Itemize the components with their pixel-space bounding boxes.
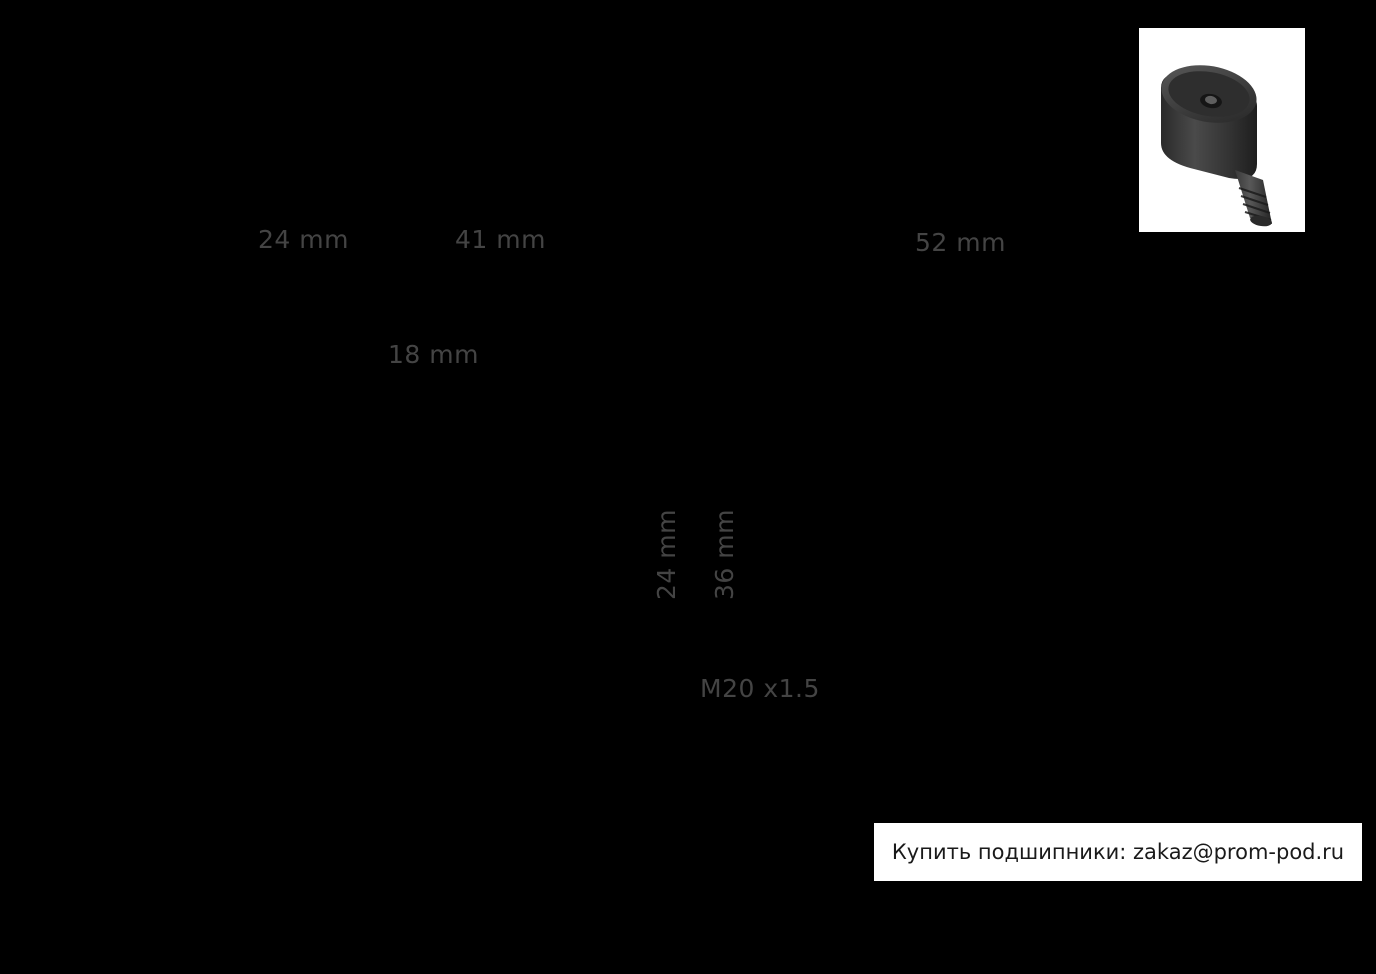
dimension-label-thread-size: M20 x1.5 — [700, 674, 820, 703]
dimension-label-overall-length: 41 mm — [455, 225, 546, 254]
dimension-label-thread-length: 18 mm — [388, 340, 479, 369]
dimension-label-hex-across-flats: 36 mm — [710, 509, 739, 600]
product-photo-thumbnail — [1139, 28, 1305, 232]
dimension-label-roller-diameter: 52 mm — [915, 228, 1006, 257]
dimension-label-stud-length: 24 mm — [652, 509, 681, 600]
contact-banner[interactable] — [874, 823, 1362, 881]
cam-follower-illustration — [1139, 28, 1305, 232]
contact-banner-text: Купить подшипники: zakaz@prom-pod.ru — [891, 840, 1345, 864]
dimension-label-roller-width: 24 mm — [258, 225, 349, 254]
